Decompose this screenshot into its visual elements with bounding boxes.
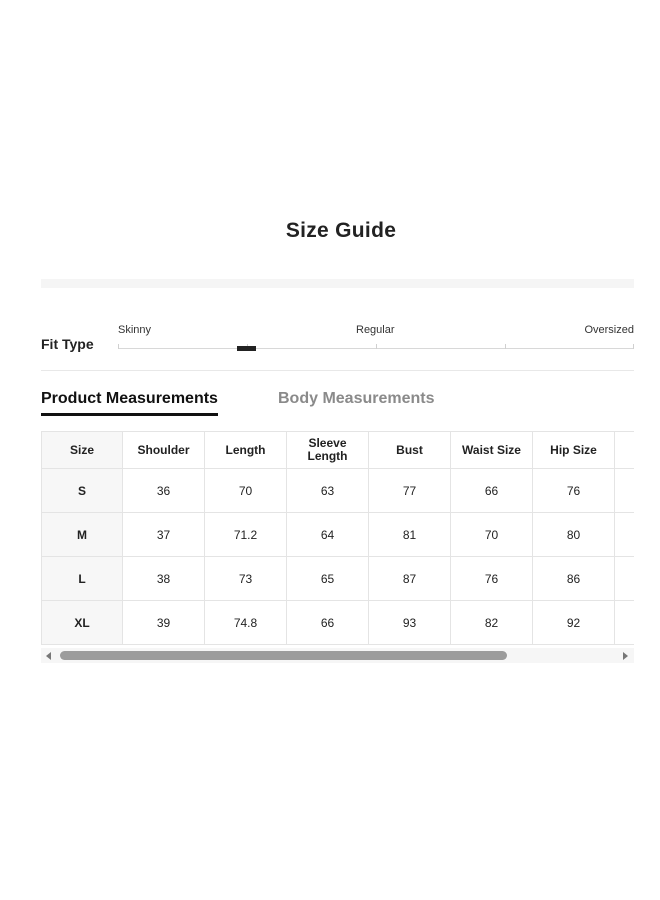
section-divider	[41, 370, 634, 371]
table-cell: 82	[451, 601, 533, 645]
column-header-shoulder: Shoulder	[123, 432, 205, 469]
column-header-bust: Bust	[369, 432, 451, 469]
table-cell: 38	[123, 557, 205, 601]
table-cell: 92	[533, 601, 615, 645]
column-header-size: Size	[42, 432, 123, 469]
fit-scale-tick	[633, 344, 634, 349]
table-cell: 66	[451, 469, 533, 513]
table-cell: 74.8	[205, 601, 287, 645]
scroll-left-arrow-icon[interactable]	[46, 652, 51, 660]
fit-option-oversized: Oversized	[584, 324, 634, 336]
table-cell: 86	[533, 557, 615, 601]
table-cell: 73	[205, 557, 287, 601]
table-cell: 87	[369, 557, 451, 601]
table-cell	[615, 513, 635, 557]
table-cell: 36	[123, 469, 205, 513]
size-cell: L	[42, 557, 123, 601]
table-cell: 71.2	[205, 513, 287, 557]
column-header-sleeve-length	[287, 432, 369, 469]
table-cell: 81	[369, 513, 451, 557]
table-cell: 66	[287, 601, 369, 645]
fit-option-regular: Regular	[356, 324, 395, 336]
table-cell: 77	[369, 469, 451, 513]
header-separator	[41, 279, 634, 288]
table-cell: 70	[451, 513, 533, 557]
tab-body-measurements[interactable]: Body Measurements	[278, 390, 435, 407]
column-header-extra	[615, 432, 635, 469]
column-header-hip-size: Hip Size	[533, 432, 615, 469]
table-cell: 39	[123, 601, 205, 645]
table-cell: 76	[533, 469, 615, 513]
page-title: Size Guide	[285, 219, 397, 242]
table-cell: 64	[287, 513, 369, 557]
table-cell: 76	[451, 557, 533, 601]
table-header-row	[42, 432, 635, 469]
fit-type-scale	[118, 322, 634, 354]
table-row	[42, 601, 635, 645]
size-table-container[interactable]	[41, 431, 634, 649]
horizontal-scrollbar[interactable]	[41, 648, 634, 663]
table-cell: 37	[123, 513, 205, 557]
table-cell: 93	[369, 601, 451, 645]
fit-type-label: Fit Type	[41, 336, 94, 352]
table-row	[42, 469, 635, 513]
table-cell: 63	[287, 469, 369, 513]
sleeve-length-label: Sleeve Length	[307, 436, 348, 463]
fit-scale-tick	[505, 344, 506, 349]
fit-scale-marker	[237, 346, 256, 351]
table-cell: 65	[287, 557, 369, 601]
scrollbar-thumb[interactable]	[60, 651, 507, 660]
size-cell: M	[42, 513, 123, 557]
table-row	[42, 557, 635, 601]
table-cell: 70	[205, 469, 287, 513]
column-header-length: Length	[205, 432, 287, 469]
column-header-waist-size: Waist Size	[451, 432, 533, 469]
size-cell: XL	[42, 601, 123, 645]
table-cell	[615, 601, 635, 645]
size-cell: S	[42, 469, 123, 513]
fit-scale-tick	[118, 344, 119, 349]
fit-option-skinny: Skinny	[118, 324, 152, 336]
table-cell	[615, 469, 635, 513]
table-cell	[615, 557, 635, 601]
fit-scale-tick	[376, 344, 377, 349]
scroll-right-arrow-icon[interactable]	[623, 652, 628, 660]
table-row	[42, 513, 635, 557]
tab-product-measurements[interactable]: Product Measurements	[41, 390, 218, 416]
table-cell: 80	[533, 513, 615, 557]
size-table	[41, 431, 634, 645]
